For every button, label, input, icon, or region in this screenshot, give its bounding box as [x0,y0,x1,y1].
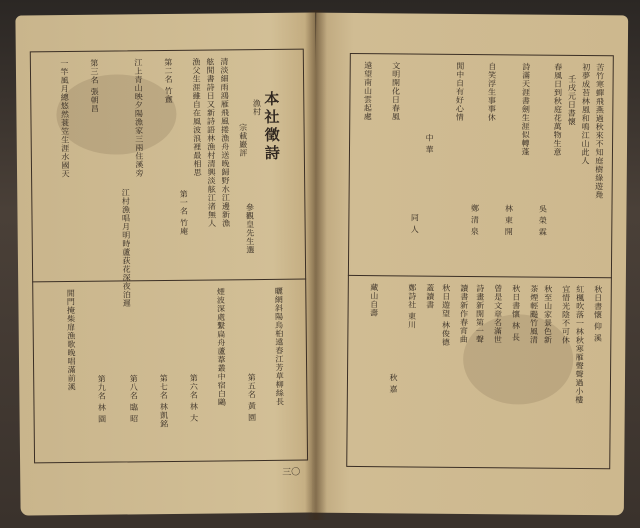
left-col-lower-0: 曬網斜陽烏桕遠春江芳草柳絲長 [274,286,285,406]
right-col-upper-11: 同 人 [410,213,420,234]
left-col-upper-2: 舷閒書詩日又新詩語林漁村清興淡舷江渚無人 [205,57,217,228]
left-col-lower-5: 第八名 臨 昭 [129,374,139,424]
right-page [312,13,628,516]
page-number: 三〇 [282,467,301,478]
left-col-upper-5: 第二名 竹盦 [163,57,174,104]
left-col-lower-3: 第六名 林 大 [189,373,199,423]
left-col-upper-9: 一竿風月總悠然蓑笠生涯水國天 [59,59,71,179]
left-col-upper-8: 第三名 張朝昌 [89,58,100,113]
right-col-upper-6: 林 東 開 [504,204,514,236]
right-col-upper-0: 苦竹寒蟬飛燕過秋來不知庭樹綠遊鳧 [594,63,605,200]
left-col-upper-1: 清淡細雨鴻雁飛風捲漁舟送晚歸野水江邊新漁 [219,57,231,228]
right-col-lower-1: 紅楓吹落一林秋寒雁聲聲過小樓 [574,284,585,404]
right-col-upper-2: 壬戌元日書懷 [567,74,577,126]
right-col-lower-5: 秋日書懷 林 長 [511,284,521,342]
right-col-upper-10: 中 華 [424,133,435,154]
left-page [15,12,320,515]
right-col-lower-11: 鄭詩社 東川 [407,283,417,330]
right-col-lower-6: 曾是文章名滿世 [493,284,503,344]
right-col-lower-7: 詩畫新開第一聲 [475,284,485,344]
right-col-lower-12: 秋 嘉 [388,373,399,394]
right-col-upper-8: 鄭 清 泉 [470,204,480,236]
right-col-lower-13: 藏山自壽 [369,283,379,318]
right-col-upper-3: 春風日到秋庭花萬物生意 [552,62,563,157]
left-col-upper-4: 第一名 竹庵 [179,189,189,236]
left-col-lower-4: 第七名 林凱銘 [159,374,169,429]
right-col-upper-1: 初夢成苔林風和鳴江山此人 [580,62,591,166]
left-col-upper-3: 漁父生涯雖自在風波浪裡最相思 [191,57,203,177]
left-col-lower-1: 第五名 黃 園 [247,373,257,422]
right-col-lower-8: 讀書新作春宵曲 [459,283,469,344]
left-col-lower-6: 第九名 林 園 [97,374,107,424]
judge-label: 宗載巖評 [238,123,248,158]
poem-title: 漁村 [252,99,262,117]
right-col-lower-3: 秋至山家景色新 [543,284,553,345]
right-col-lower-2: 宜惜光陰不可休 [561,284,571,345]
right-col-lower-10: 蓋讀書 [425,283,435,310]
right-col-upper-4: 吳 榮 霖 [538,204,548,237]
right-col-lower-0: 秋日書懷 仰 溪 [593,285,603,343]
left-col-upper-0: 參觀皇先生選 [245,203,255,255]
left-col-upper-6: 江上青山映夕陽漁家三兩住溪旁 [133,58,145,178]
section-heading: 本社徵詩 [262,90,281,164]
right-col-lower-9: 秋日遊望 林俊德 [441,283,451,347]
right-col-upper-12: 文明開化日春風 [391,61,401,121]
right-col-upper-7: 自笑浮生事事休 [487,62,497,122]
left-col-lower-2: 煙波深處繫扁舟蘆葦叢中宿白鷗 [216,287,227,407]
right-col-upper-5: 詩滿天涯書劍生涯似轉蓬 [520,62,531,157]
left-col-lower-7: 閒門掩柴扉漁歌晚唱滿前溪 [66,288,77,392]
right-col-upper-13: 遠望南山雲起處 [363,61,373,121]
right-col-upper-9: 閒中自有好心情 [455,61,465,122]
book-spine [305,10,327,520]
right-col-lower-4: 茶煙輕颺竹風清 [529,284,539,345]
left-col-upper-7: 江村漁唱月明時蘆荻花深夜泊遲 [121,188,132,308]
